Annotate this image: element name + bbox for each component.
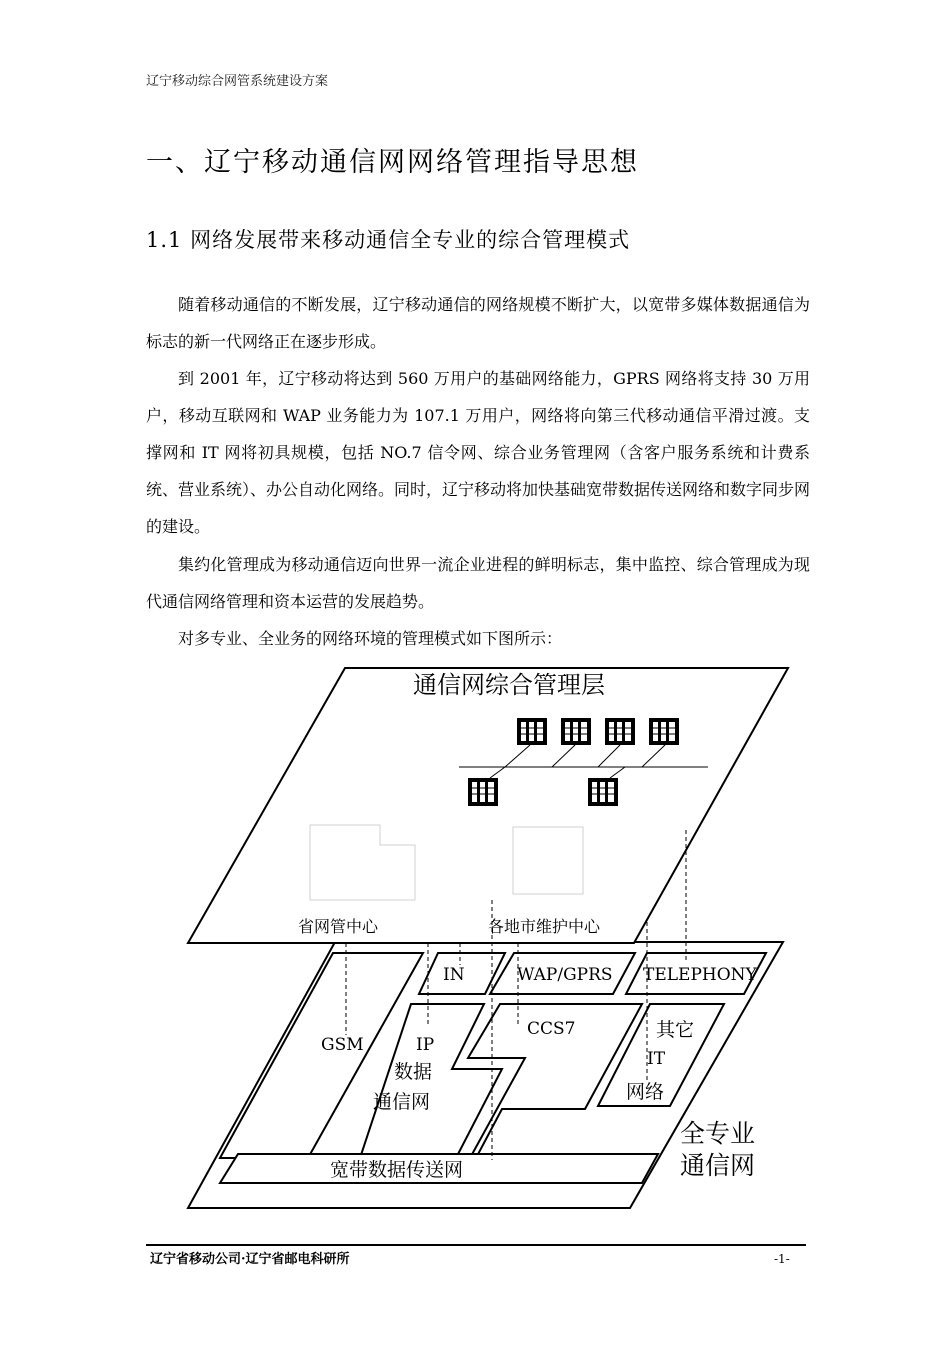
paragraph-1: 随着移动通信的不断发展，辽宁移动通信的网络规模不断扩大，以宽带多媒体数据通信为标志的新一代网络正在逐步形成。 bbox=[146, 295, 810, 351]
province-center-label: 省网管中心 bbox=[298, 917, 379, 936]
server-icon bbox=[605, 718, 635, 745]
all-specialty-label-line2: 通信网 bbox=[680, 1151, 756, 1180]
server-icon bbox=[588, 778, 618, 806]
top-layer-title: 通信网综合管理层 bbox=[413, 671, 605, 699]
ip-label-line1: IP bbox=[416, 1035, 435, 1055]
ccs7-label: CCS7 bbox=[527, 1019, 576, 1039]
other-label-line2: IT bbox=[647, 1049, 666, 1069]
footer-organization: 辽宁省移动公司·辽宁省邮电科研所 bbox=[150, 1252, 350, 1267]
server-icon bbox=[561, 718, 591, 745]
network-management-diagram bbox=[180, 660, 790, 1215]
chapter-heading: 一、辽宁移动通信网网络管理指导思想 bbox=[146, 147, 639, 178]
paragraph-3: 集约化管理成为移动通信迈向世界一流企业进程的鲜明标志，集中监控、综合管理成为现代通信网络管理和资本运营的发展趋势。 bbox=[146, 555, 810, 611]
footer-rule bbox=[146, 1244, 806, 1246]
paragraph-4: 对多专业、全业务的网络环境的管理模式如下图所示： bbox=[178, 629, 563, 648]
wap-gprs-label: WAP/GPRS bbox=[517, 965, 613, 985]
city-building-icon bbox=[513, 827, 583, 894]
all-specialty-label-line1: 全专业 bbox=[680, 1119, 756, 1148]
section-heading: 1.1 网络发展带来移动通信全专业的综合管理模式 bbox=[146, 228, 631, 252]
city-center-label: 各地市维护中心 bbox=[488, 917, 601, 936]
gsm-label: GSM bbox=[321, 1035, 364, 1055]
server-icon bbox=[517, 718, 547, 745]
server-icon bbox=[468, 778, 498, 806]
ip-label-line3: 通信网 bbox=[373, 1091, 431, 1113]
other-label-line3: 网络 bbox=[626, 1081, 665, 1103]
running-header: 辽宁移动综合网管系统建设方案 bbox=[146, 74, 329, 89]
other-label-line1: 其它 bbox=[656, 1019, 695, 1041]
ip-label-line2: 数据 bbox=[394, 1061, 433, 1083]
page-number: -1- bbox=[774, 1252, 790, 1266]
broadband-label: 宽带数据传送网 bbox=[330, 1159, 464, 1181]
server-icon bbox=[649, 718, 679, 745]
paragraph-2: 到 2001 年，辽宁移动将达到 560 万用户的基础网络能力，GPRS 网络将支持 30 万用户，移动互联网和 WAP 业务能力为 107.1 万用户，网络将向第三代移动通信平滑过渡。支撑网和 IT 网将初具规模，包括 NO.7 信令网、综合业务管理网（含客户服务系统和计费系统、营业系统）、办公自动化网络。同时，辽宁移动将加快基础宽带数据传送网络和数字同步网的建设。 bbox=[146, 369, 811, 536]
in-label: IN bbox=[443, 965, 465, 985]
telephony-label: TELEPHONY bbox=[643, 965, 757, 985]
